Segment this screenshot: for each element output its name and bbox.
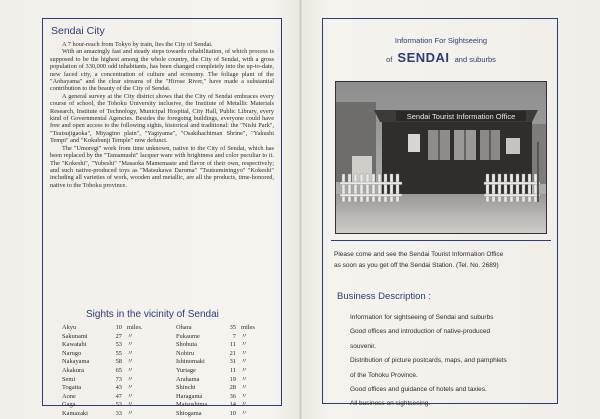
tourist-office-photo [335, 81, 547, 234]
sight-name: Gaga [62, 401, 76, 409]
intro-paragraph: The "Umoregi" work from time unknown, native to the City of Sendai, which has been replaced by the "Tamamushi" lacquer ware with brightness and color peculiar to it. The "Kokeshi", "Yubeshi" "Masaoka Mamemaste and flavor of their own, respectively; and such native-produced toys as "Matsukawa Daruma" "Tsutsuminingyo" "Kokeshi" including all varieties of work, wooden and metallic, are all the products, time-honored, native to the Tohoku province. [50, 144, 274, 189]
left-panel [42, 18, 282, 417]
info-header-city-line [323, 50, 559, 65]
sight-row [176, 393, 269, 402]
sight-distance: 28 [229, 384, 236, 392]
business-item: of the Tohoku Province. [350, 371, 418, 379]
sight-distance: 10 [115, 324, 122, 331]
intro-paragraph: A 7 hour-reach from Tokyo by train, lies the City of Sendai. [62, 41, 213, 48]
sight-distance: 47 [115, 392, 122, 400]
sight-row [176, 401, 269, 410]
sight-name: Haragama [176, 392, 203, 400]
intro-paragraph: With an amazingly fast and steady steps towards rehabilitation, of which process is supposed to be the highest among the whole country, the City of Sendai, with a gross population of 330,000 odd inhabitants, has been changed completely into the up-to-date, new faced city, a concentration of culture and economy. The foliage plant of the "Aobayama" and the clear streams of the "Hirose River," have made a substantial contribution to the beauty of the City of Sendai. [50, 48, 274, 93]
business-item: Good offices and introduction of native-produced [350, 328, 491, 336]
sight-distance: 36 [229, 392, 236, 400]
sight-unit: 〃 [127, 349, 134, 357]
sight-unit: 〃 [241, 392, 248, 400]
notice-line: Please come and see the Sendai Tourist Information Office [334, 251, 504, 258]
sight-distance: 11 [229, 341, 236, 349]
sight-row [176, 333, 269, 342]
sight-row [62, 358, 155, 367]
sight-name: Ishinomaki [176, 358, 205, 366]
sight-row [62, 384, 155, 393]
sight-distance: 27 [115, 332, 122, 340]
sight-distance: 53 [115, 341, 122, 349]
sight-row [62, 324, 155, 333]
sight-unit: 〃 [241, 332, 248, 340]
sight-unit: 〃 [241, 366, 248, 374]
notice-line: as soon as you get off the Sendai Station. (Tel. No. 2689) [334, 261, 499, 269]
sight-distance: 14 [229, 401, 236, 409]
sight-distance: 53 [115, 401, 122, 409]
sight-name: Kawatabi [62, 341, 87, 349]
sight-name: Narugo [62, 349, 82, 357]
sight-row [176, 324, 269, 333]
office-notice [334, 250, 549, 271]
sight-row [176, 384, 269, 393]
sight-distance: 43 [115, 384, 122, 392]
sight-row [62, 367, 155, 376]
sight-distance: 73 [115, 375, 122, 383]
sight-row [176, 410, 269, 419]
sight-distance: 31 [229, 358, 236, 366]
sight-unit: 〃 [127, 401, 134, 409]
sight-row [176, 341, 269, 350]
sight-distance: 35 [229, 324, 236, 331]
intro-paragraph: A general survey at the City district shows that the City of Sendai embraces every course of school, the Tohoku University inclusive, the Institute of Metallic Materials Research, Institute of Technology, Municipal Hospital, City Hall, Public Library, every kind of Governmental Agencies. Besides the foregoing buildings, everyone could have free and open access to the following sights, historical and traditional: the "Nishi Park", "Tsutsujigaoka", Miyagino plain", "Yagiyama", "Osakihachiman Shrine", "Yakushi Tempi" and "Kokubunji Temple" now defunct. [50, 92, 274, 145]
sight-unit: 〃 [127, 358, 134, 366]
sight-name: Shinchi [176, 384, 196, 392]
intro-text [50, 41, 274, 189]
sight-name: Matsushima [176, 401, 208, 409]
sights-list-left [62, 324, 155, 419]
sight-unit: 〃 [241, 349, 248, 357]
sight-name: Nakayama [62, 358, 90, 366]
sight-row [62, 401, 155, 410]
sight-unit: miles [241, 324, 255, 331]
sight-distance: 58 [115, 358, 122, 366]
sight-distance: 21 [229, 349, 236, 357]
center-fold [299, 0, 302, 419]
header-suburbs: and suburbs [454, 55, 496, 64]
business-item: Distribution of picture postcards, maps, and pamphlets [350, 357, 507, 365]
sight-row [176, 350, 269, 359]
sight-name: Akakura [62, 366, 85, 374]
info-header-line: Information For Sightseeing [394, 36, 488, 45]
header-city-name: SENDAI [397, 50, 450, 65]
business-description-heading: Business Description : [337, 291, 431, 302]
sight-name: Fukaume [176, 332, 200, 340]
sight-name: Nobiru [176, 349, 195, 357]
sight-unit: 〃 [241, 341, 248, 349]
photo-sign-text: Sendai Tourist Information Office [406, 112, 516, 121]
sight-name: Arahama [176, 375, 200, 383]
sight-row [62, 341, 155, 350]
business-item: All business on sightseeing. [350, 400, 431, 408]
sight-name: Aone [62, 392, 76, 400]
sight-distance: 11 [229, 366, 236, 374]
sight-unit: miles. [127, 324, 143, 331]
sight-unit: 〃 [127, 375, 134, 383]
right-panel [322, 18, 558, 408]
sight-distance: 65 [115, 366, 122, 374]
sendai-city-heading: Sendai City [51, 25, 105, 37]
sight-unit: 〃 [127, 366, 134, 374]
sight-distance: 33 [115, 409, 122, 417]
sight-name: Shobuta [176, 341, 197, 349]
header-of: of [386, 55, 393, 64]
sight-row [62, 376, 155, 385]
sight-distance: 19 [229, 375, 236, 383]
sight-name: Shiogama [176, 409, 202, 417]
business-item: Information for sightseeing of Sendai and suburbs [350, 314, 494, 321]
sight-unit: 〃 [127, 384, 134, 392]
sight-unit: 〃 [127, 332, 134, 340]
divider-line [331, 240, 551, 241]
sight-unit: 〃 [241, 358, 248, 366]
sight-unit: 〃 [241, 375, 248, 383]
business-item: souvenir. [350, 342, 377, 350]
sight-row [62, 393, 155, 402]
sight-distance: 55 [115, 349, 122, 357]
sight-name: Akyu [62, 324, 77, 331]
sight-distance: 7 [232, 332, 236, 340]
sight-distance: 10 [229, 409, 236, 417]
sight-name: Sakunami [62, 332, 88, 340]
sight-row [176, 367, 269, 376]
sight-row [176, 358, 269, 367]
sight-row [62, 333, 155, 342]
sight-row [62, 410, 155, 419]
sight-unit: 〃 [127, 341, 134, 349]
sight-unit: 〃 [241, 384, 248, 392]
sight-name: Yuriage [176, 366, 196, 374]
sight-unit: 〃 [127, 409, 134, 417]
business-item: Good offices and guidance of hotels and taxies. [350, 386, 487, 394]
sights-list-right [176, 324, 269, 419]
sight-row [62, 350, 155, 359]
sight-name: Semi [62, 375, 76, 383]
sight-name: Togatta [62, 384, 82, 392]
sight-unit: 〃 [241, 401, 248, 409]
sights-heading: Sights in the vicinity of Sendai [86, 309, 219, 320]
sight-unit: 〃 [241, 409, 248, 417]
sight-row [176, 376, 269, 385]
business-list [350, 311, 550, 412]
sight-name: Kamazaki [62, 409, 88, 417]
sight-name: Ohara [176, 324, 192, 331]
sight-unit: 〃 [127, 392, 134, 400]
